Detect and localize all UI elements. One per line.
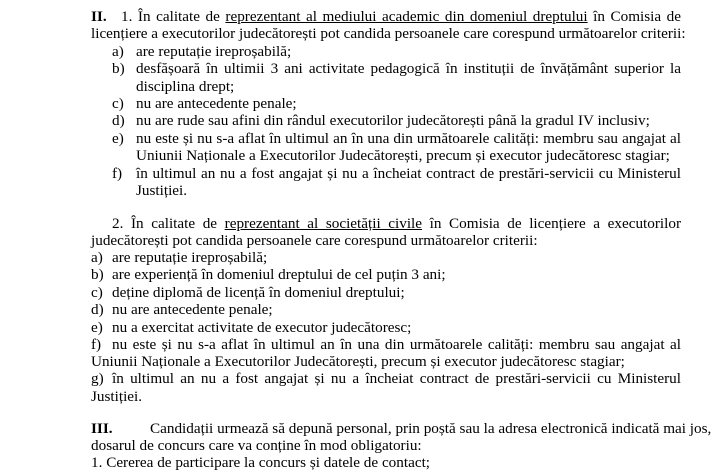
criterion-text: are reputație ireproșabilă; — [112, 249, 268, 266]
criterion-letter: c) — [91, 284, 103, 301]
section-ii-item1-intro — [121, 8, 681, 25]
criterion-text: are experiență în domeniul dreptului de cel puțin 3 ani; — [112, 266, 446, 283]
criterion-letter: c) — [112, 95, 124, 112]
criterion-letter: g) — [91, 370, 104, 387]
criterion-text: nu are antecedente penale; — [136, 95, 297, 112]
section-iii-line3: 1. Cererea de participare la concurs și datele de contact; — [91, 454, 431, 471]
section-iii-number: III. — [91, 420, 113, 437]
criterion-text-cont: disciplina drept; — [136, 78, 235, 95]
item2-intro-start: 2. În calitate de — [112, 215, 218, 232]
item1-intro-line2: licențiere a executorilor judecătorești pot candida persoanele care corespund următoarelor criterii: — [91, 25, 686, 42]
criterion-text-cont: Justiției. — [136, 182, 188, 199]
section-ii-item2-intro — [112, 215, 681, 232]
item2-intro-end: în Comisia de licențiere a executorilor — [429, 215, 682, 232]
item2-intro-underlined: reprezentant al societății civile — [224, 215, 423, 232]
criterion-letter: b) — [91, 266, 104, 283]
item1-intro-start: 1. În calitate de — [121, 8, 220, 25]
section-iii-line1: Candidații urmează să depună personal, prin poștă sau la adresa electronică indicată mai jos, — [150, 420, 712, 437]
criterion-text: desfășoară în ultimii 3 ani activitate pedagogică în instituții de învățământ superior la — [136, 60, 681, 77]
criterion-letter: f) — [112, 165, 123, 182]
criterion-text: în ultimul an nu a fost angajat și nu a încheiat contract de prestări-servicii cu Ministerul — [112, 370, 681, 387]
item1-intro-underlined: reprezentant al mediului academic din domeniul dreptului — [225, 8, 588, 25]
section-ii-number: II. — [91, 8, 107, 25]
item1-intro-end: în Comisia de — [593, 8, 682, 25]
criterion-text-cont: Uniunii Naționale a Executorilor Judecătorești, precum și executor judecătoresc stagiar; — [136, 147, 670, 164]
criterion-text: în ultimul an nu a fost angajat și nu a încheiat contract de prestări-servicii cu Ministerul — [136, 165, 681, 182]
criterion-text: nu este și nu s-a aflat în ultimul an în una din următoarele calități: membru sau angajat al — [136, 130, 681, 147]
criterion-text: nu este și nu s-a aflat în ultimul an în una din următoarele calități: membru sau angajat al — [112, 336, 681, 353]
section-iii-line2: dosarul de concurs care va conține în mod obligatoriu: — [91, 437, 422, 454]
criterion-text: deține diplomă de licență în domeniul dreptului; — [112, 284, 405, 301]
criterion-letter: e) — [91, 319, 103, 336]
criterion-letter: a) — [112, 43, 124, 60]
criterion-letter: d) — [112, 112, 125, 129]
criterion-letter: d) — [91, 301, 104, 318]
criterion-letter: e) — [112, 130, 124, 147]
item2-intro-line2: judecătorești pot candida persoanele care corespund următoarelor criterii: — [91, 232, 538, 249]
criterion-letter: f) — [91, 336, 102, 353]
criterion-text-cont: Justiției. — [91, 388, 143, 405]
criterion-letter: b) — [112, 60, 125, 77]
criterion-letter: a) — [91, 249, 103, 266]
criterion-text: nu are antecedente penale; — [112, 301, 273, 318]
criterion-text: nu a exercitat activitate de executor judecătoresc; — [112, 319, 412, 336]
criterion-text: are reputație ireproșabilă; — [136, 43, 292, 60]
criterion-text: nu are rude sau afini din rândul executorilor judecătorești până la gradul IV inclusiv; — [136, 112, 650, 129]
criterion-text-cont: Uniunii Naționale a Executorilor Judecătorești, precum și executor judecătoresc stagiar; — [91, 353, 625, 370]
